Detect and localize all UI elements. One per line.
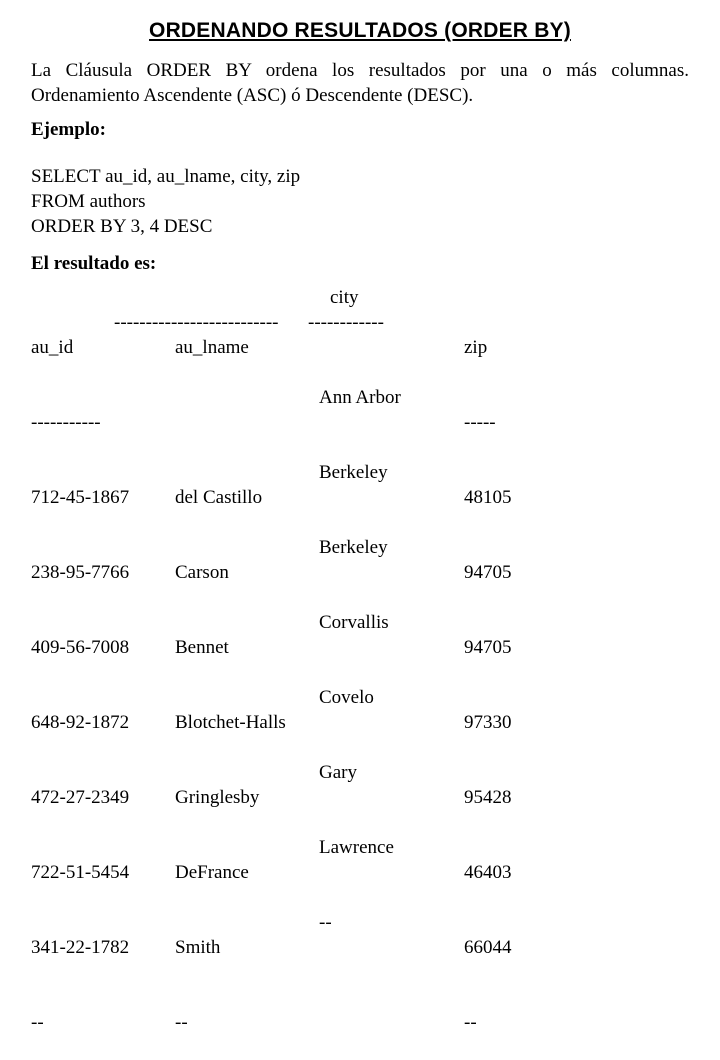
column-header: zip: [464, 337, 488, 358]
table-cell: 46403: [464, 862, 512, 883]
separator-city: ------------: [308, 312, 384, 333]
table-cell: Gary: [319, 762, 357, 783]
table-cell: --: [319, 912, 332, 933]
result-column-zip: [464, 285, 512, 1060]
column-header: au_lname: [175, 337, 249, 358]
column-separator: -----: [464, 412, 496, 433]
table-cell: Bennet: [175, 637, 229, 658]
query-line: FROM authors: [31, 191, 146, 212]
table-cell: --: [464, 1012, 477, 1033]
table-cell: Lawrence: [319, 837, 394, 858]
table-cell: Blotchet-Halls: [175, 712, 286, 733]
sql-query: [31, 164, 300, 239]
table-cell: 341-22-1782: [31, 937, 130, 958]
table-cell: Covelo: [319, 687, 374, 708]
separator-au-lname: --------------------------: [114, 312, 279, 333]
page-title: ORDENANDO RESULTADOS (ORDER BY): [149, 19, 571, 42]
header-city: city: [330, 287, 359, 308]
table-cell: Carson: [175, 562, 229, 583]
result-label: El resultado es:: [31, 253, 157, 274]
column-header: au_id: [31, 337, 74, 358]
table-cell: Corvallis: [319, 612, 389, 633]
query-line: SELECT au_id, au_lname, city, zip: [31, 166, 301, 187]
description-line-1: La Cláusula ORDER BY ordena los resultados por una o más columnas.: [31, 60, 689, 81]
table-cell: Berkeley: [319, 462, 388, 483]
table-cell: DeFrance: [175, 862, 249, 883]
column-separator: -----------: [31, 412, 101, 433]
table-cell: Smith: [175, 937, 221, 958]
query-line: ORDER BY 3, 4 DESC: [31, 216, 213, 237]
table-cell: 95428: [464, 787, 512, 808]
description: [31, 58, 689, 108]
table-cell: Gringlesby: [175, 787, 260, 808]
table-cell: 48105: [464, 487, 512, 508]
table-cell: --: [31, 1012, 44, 1033]
table-cell: 648-92-1872: [31, 712, 130, 733]
table-cell: del Castillo: [175, 487, 263, 508]
table-cell: 94705: [464, 637, 512, 658]
table-cell: 712-45-1867: [31, 487, 130, 508]
table-cell: 238-95-7766: [31, 562, 130, 583]
table-cell: Ann Arbor: [319, 387, 401, 408]
table-cell: 409-56-7008: [31, 637, 130, 658]
description-line-2: Ordenamiento Ascendente (ASC) ó Descendente (DESC).: [31, 85, 474, 106]
table-cell: Berkeley: [319, 537, 388, 558]
example-label: Ejemplo:: [31, 119, 106, 140]
table-cell: 97330: [464, 712, 512, 733]
table-cell: 94705: [464, 562, 512, 583]
table-cell: 472-27-2349: [31, 787, 130, 808]
result-column-au-lname: [175, 285, 286, 1060]
table-cell: 66044: [464, 937, 512, 958]
table-cell: 722-51-5454: [31, 862, 130, 883]
result-column-au-id: [31, 285, 129, 1060]
result-column-city: [319, 335, 401, 960]
table-cell: --: [175, 1012, 188, 1033]
